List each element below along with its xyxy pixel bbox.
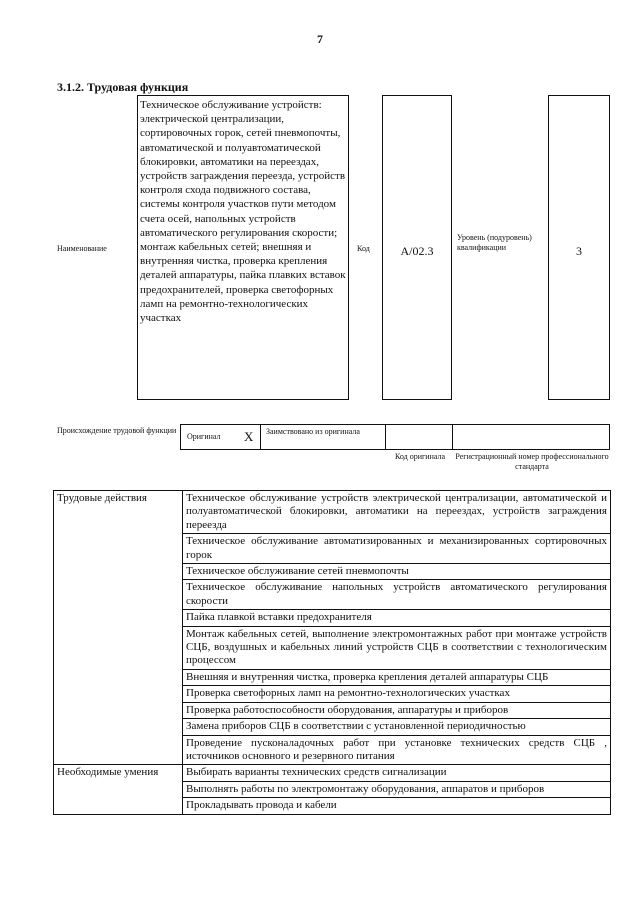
list-item: Техническое обслуживание устройств электрической централизации, автоматической и полуавтоматической блокировки, автоматики на переездах, устройств заграждения переезда [183,491,611,534]
code-label: Код [357,244,370,253]
list-item: Проведение пусконаладочных работ при установке технических средств СЦБ , источников основного и резервного питания [183,735,611,765]
list-item: Прокладывать провода и кабели [183,798,611,814]
origin-code-cell [386,425,453,449]
table-row [54,765,611,781]
original-label: Оригинал [187,432,221,441]
list-item: Внешняя и внутренняя чистка, проверка крепления деталей аппаратуры СЦБ [183,669,611,685]
reg-number-cell [453,425,609,449]
reg-caption: Регистрационный номер профессионального стандарта [455,452,609,471]
level-label: Уровень (подуровень) квалификации [457,233,532,252]
borrowed-label: Заимствовано из оригинала [266,427,360,436]
page-number: 7 [317,32,323,46]
function-name-box [137,95,349,400]
list-item: Проверка работоспособности оборудования, аппаратуры и приборов [183,702,611,718]
section-title-cell: Трудовые действия [54,491,183,765]
list-item: Техническое обслуживание напольных устройств автоматического регулирования скорости [183,580,611,610]
code-value: А/02.3 [400,244,434,258]
labor-actions-table [53,490,611,815]
level-value: 3 [576,244,582,258]
code-box [382,95,452,400]
level-box [548,95,610,400]
list-item: Замена приборов СЦБ в соответствии с установленной периодичностью [183,719,611,735]
list-item: Проверка светофорных ламп на ремонтно-технологических участках [183,686,611,702]
origin-table [180,424,610,450]
code-caption: Код оригинала [394,452,446,461]
original-mark: X [244,429,254,444]
borrowed-cell [261,425,386,449]
section-title: 3.1.2. Трудовая функция [57,80,189,94]
list-item: Техническое обслуживание сетей пневмопочты [183,564,611,580]
table-row [54,491,611,534]
function-name-text: Техническое обслуживание устройств: электрической централизации, сортировочных горок, сетей пневмопочты, автоматической и полуавтоматической блокировки, автоматики на переездах, устройств заграждения переезда, устройств контроля схода подвижного состава, системы контроля участков пути методом счета осей, напольных устройств автоматического регулирования скорости; монтаж кабельных сетей; внешняя и внутренняя чистка, проверка крепления деталей аппаратуры, пайка плавких вставок предохранителей, проверка светофорных ламп на ремонтно-технологических участках [140,99,346,325]
list-item: Техническое обслуживание автоматизированных и механизированных сортировочных горок [183,534,611,564]
list-item: Пайка плавкой вставки предохранителя [183,610,611,626]
list-item: Выбирать варианты технических средств сигнализации [183,765,611,781]
list-item: Выполнять работы по электромонтажу оборудования, аппаратов и приборов [183,781,611,797]
origin-label: Происхождение трудовой функции [57,426,177,435]
original-cell [181,425,261,449]
name-label: Наименование [57,244,107,253]
section-title-cell: Необходимые умения [54,765,183,814]
list-item: Монтаж кабельных сетей, выполнение электромонтажных работ при монтаже устройств СЦБ, воздушных и кабельных линий устройств СЦБ в соответствии с технологическим процессом [183,626,611,669]
